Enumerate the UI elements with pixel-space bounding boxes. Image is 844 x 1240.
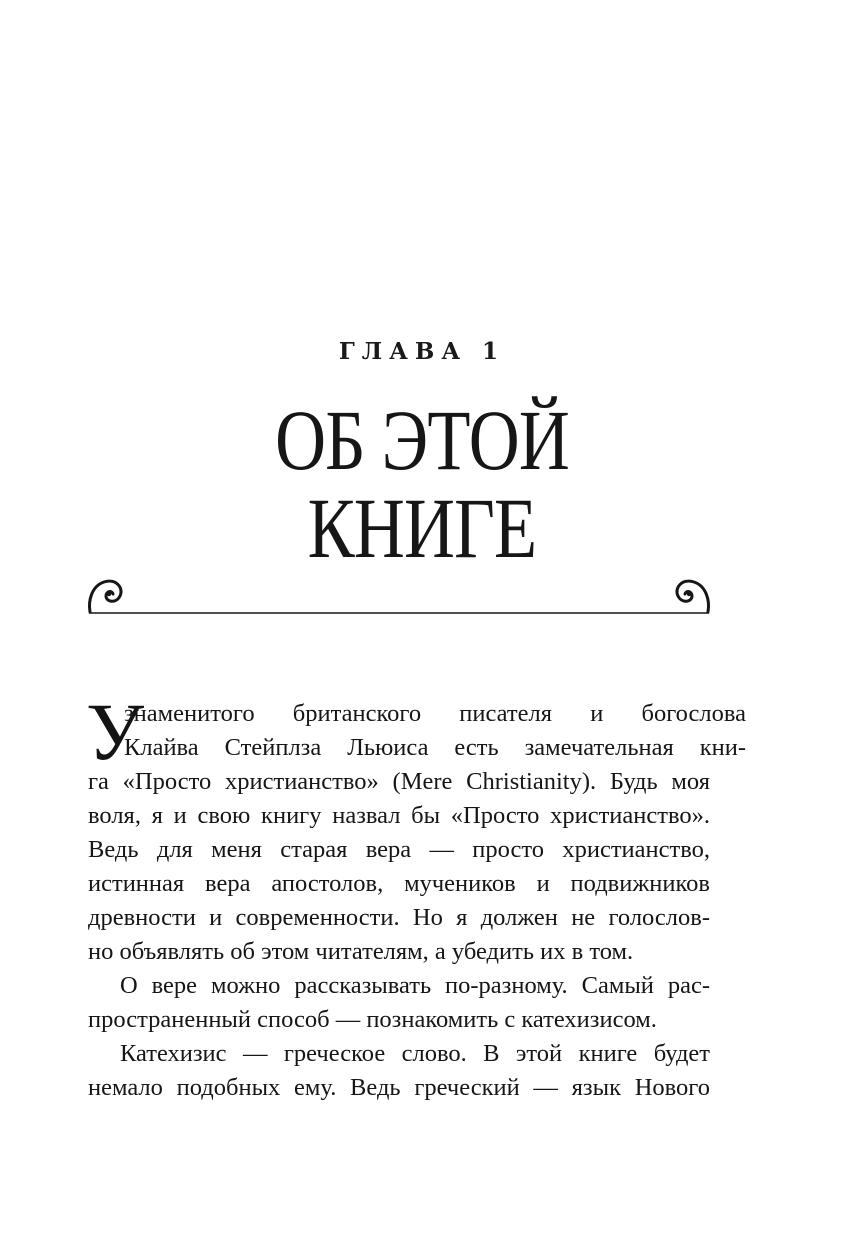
text-line: воля, я и свою книгу назвал бы «Просто христианство». (88, 802, 710, 829)
chapter-title-line-1: ОБ ЭТОЙ (275, 392, 569, 488)
chapter-title (76, 392, 768, 576)
body-text (86, 686, 746, 1105)
chapter-title-line-2: КНИГЕ (307, 480, 537, 576)
text-line: га «Просто христианство» (Mere Christianity). Будь моя (88, 768, 710, 795)
paragraph-2 (88, 969, 710, 1037)
text-line: Ведь для меня старая вера — просто христианство, (88, 836, 710, 863)
text-line: О вере можно рассказывать по-разному. Самый рас- (120, 972, 710, 999)
text-line: Клайва Стейплза Льюиса есть замечательная кни- (124, 734, 746, 761)
text-line: истинная вера апостолов, мучеников и подвижников (88, 870, 710, 897)
text-line: древности и современности. Но я должен не голослов- (88, 904, 710, 931)
drop-cap: У (86, 686, 145, 777)
text-line: немало подобных ему. Ведь греческий — язык Нового (88, 1074, 710, 1101)
paragraph-1 (86, 686, 746, 969)
text-line: знаменитого британского писателя и богослова (124, 700, 746, 727)
left-spiral-icon (90, 581, 122, 612)
chapter-number: ГЛАВА 1 (338, 338, 506, 365)
text-line: Катехизис — греческое слово. В этой книге будет (120, 1040, 710, 1067)
flourish-divider-icon (86, 572, 712, 618)
right-spiral-icon (677, 581, 709, 612)
paragraph-3 (88, 1037, 710, 1105)
text-line: пространенный способ — познакомить с катехизисом. (88, 1006, 657, 1033)
text-line: но объявлять об этом читателям, а убедить их в том. (88, 938, 634, 965)
